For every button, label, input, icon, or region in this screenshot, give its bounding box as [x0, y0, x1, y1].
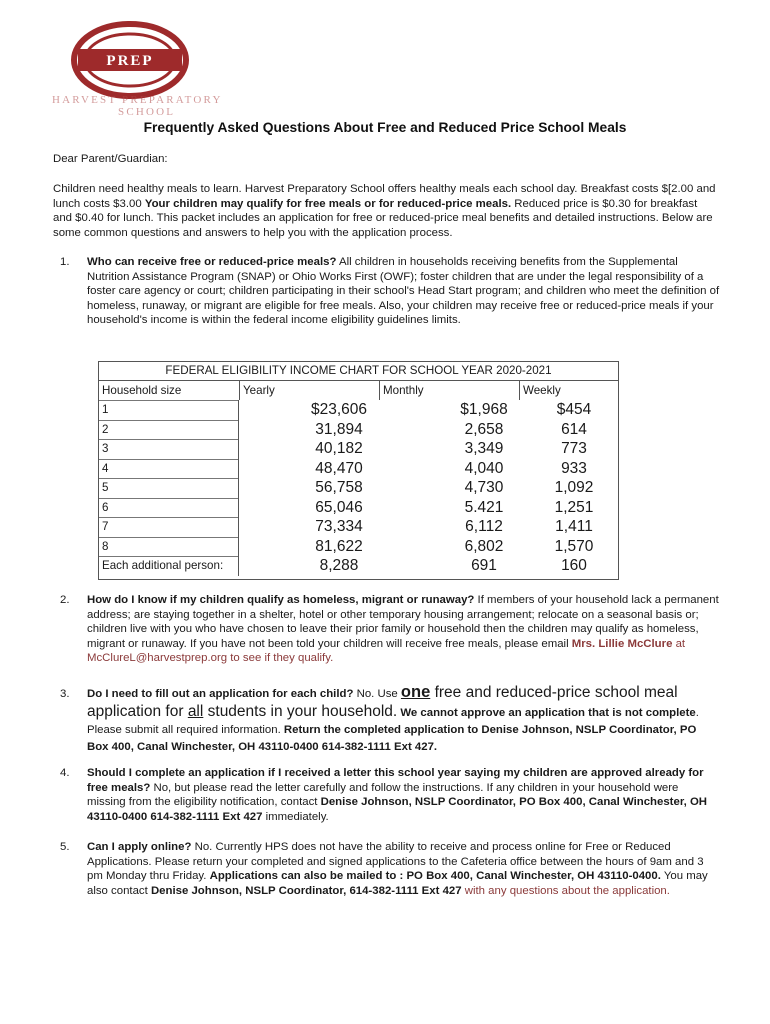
table-cell: 691: [471, 557, 497, 574]
table-cell: 8,288: [319, 557, 359, 574]
table-cell: 5.421: [464, 498, 504, 516]
email-link[interactable]: at McClureL@harvestprep.org to see if they qualify.: [87, 637, 686, 664]
header-weekly: Weekly: [519, 381, 620, 400]
page-title: Frequently Asked Questions About Free and Reduced Price School Meals: [143, 120, 627, 135]
table-cell: 160: [561, 557, 587, 574]
intro-paragraph: Children need healthy meals to learn. Harvest Preparatory School offers healthy meals each school day. Breakfast costs $[2.00 and lunch costs $3.00 Your children may qualify for free meals or for reduced-price meals. Reduced price is $0.30 for breakfast and $0.40 for lunch. This packet includes an application for free or reduced-price meal benefits and detailed instructions. Below are some common questions and answers to help you with the application process.: [53, 183, 716, 239]
table-cell: $454: [556, 401, 592, 418]
table-cell: 4,730: [464, 479, 504, 496]
household-size-column: [99, 400, 239, 576]
table-row: 1: [99, 400, 238, 420]
table-cell: 6,112: [465, 518, 503, 535]
table-cell: 48,470: [315, 459, 363, 477]
table-cell: 4,040: [464, 459, 504, 477]
weekly-column: [529, 400, 619, 576]
table-cell: 73,334: [315, 518, 363, 535]
header-household-size: Household size: [102, 384, 182, 397]
table-row: 5: [99, 478, 238, 498]
table-row: 6: [99, 498, 238, 518]
school-name: HARVEST PREPARATORY SCHOOL: [52, 94, 223, 118]
yearly-column: [274, 400, 404, 576]
table-cell: 614: [561, 420, 587, 438]
table-cell: 40,182: [315, 440, 363, 457]
contact-name-link[interactable]: Mrs. Lillie McClure: [571, 637, 673, 650]
table-cell: 3,349: [464, 440, 504, 457]
table-cell: 1,570: [554, 537, 594, 555]
income-eligibility-table: [98, 361, 619, 580]
salutation: Dear Parent/Guardian:: [53, 153, 168, 165]
table-cell: $23,606: [310, 401, 368, 418]
table-cell: 773: [561, 440, 587, 457]
header-yearly: Yearly: [239, 381, 379, 400]
table-row: 4: [99, 459, 238, 479]
table-cell: 1,411: [555, 518, 593, 535]
table-row: Each additional person:: [99, 556, 238, 576]
table-row: 7: [99, 517, 238, 537]
table-cell: 1,251: [554, 498, 594, 516]
table-cell: $1,968: [460, 401, 508, 418]
table-cell: 6,802: [464, 537, 504, 555]
table-row: 2: [99, 420, 238, 440]
table-row: 3: [99, 439, 238, 459]
table-cell: 2,658: [464, 420, 504, 438]
table-cell: 1,092: [554, 479, 594, 496]
table-cell: 81,622: [315, 537, 363, 555]
table-cell: 65,046: [315, 498, 363, 516]
table-caption: FEDERAL ELIGIBILITY INCOME CHART FOR SCHOOL YEAR 2020-2021: [99, 362, 618, 381]
table-row: 8: [99, 537, 238, 557]
table-cell: 933: [561, 459, 587, 477]
header-monthly: Monthly: [379, 381, 519, 400]
table-cell: 56,758: [315, 479, 363, 496]
table-cell: 31,894: [315, 420, 363, 438]
logo-text: PREP: [106, 53, 154, 69]
